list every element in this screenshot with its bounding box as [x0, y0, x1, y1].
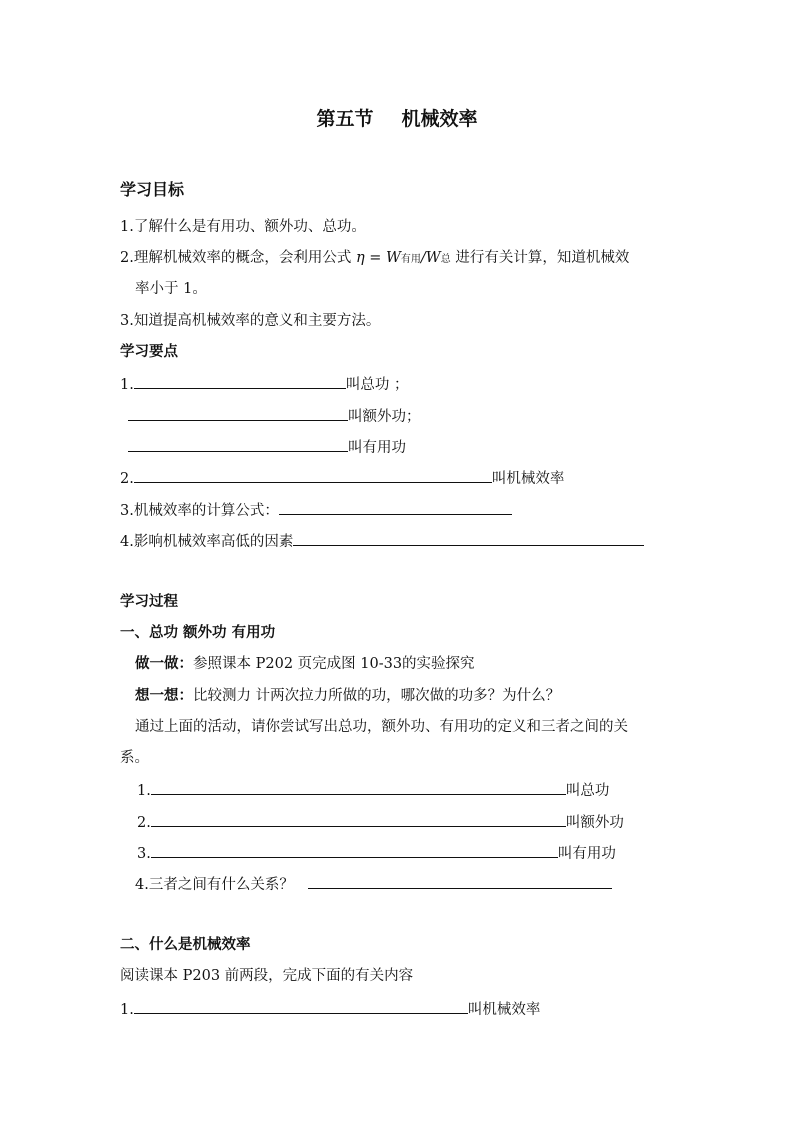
goal-item-2-cont: 率小于 1。 — [135, 281, 207, 297]
blank-field[interactable] — [134, 467, 492, 483]
question-2: 2. 叫额外功 — [137, 811, 624, 833]
blank-field[interactable] — [128, 436, 348, 452]
section-2-heading: 二、什么是机械效率 — [120, 937, 251, 953]
points-heading: 学习要点 — [120, 344, 178, 360]
blank-field[interactable] — [151, 779, 566, 795]
page-title — [0, 104, 794, 131]
goal-item-1: 1.了解什么是有用功、额外功、总功。 — [120, 219, 366, 235]
blank-field[interactable] — [293, 530, 644, 546]
question-3: 3. 叫有用功 — [137, 842, 616, 864]
reading-question-1: 1. 叫机械效率 — [120, 998, 540, 1020]
blank-field[interactable] — [134, 998, 468, 1014]
point-1b: 叫额外功； — [128, 405, 421, 427]
point-4: 4.影响机械效率高低的因素 — [120, 530, 644, 552]
efficiency-formula: η = W有用/W总 — [355, 250, 451, 266]
goal-item-2: 2.理解机械效率的概念，会利用公式 η = W有用/W总 进行有关计算，知道机械效 — [120, 250, 630, 266]
reading-instruction: 阅读课本 P203 前两段，完成下面的有关内容 — [120, 968, 414, 984]
think-activity: 想一想：比较测力 计两次拉力所做的功，哪次做的功多？为什么？ — [135, 688, 561, 704]
blank-field[interactable] — [279, 499, 512, 515]
blank-field[interactable] — [134, 373, 346, 389]
point-1c: 叫有用功 — [128, 436, 406, 458]
blank-field[interactable] — [151, 842, 558, 858]
point-2: 2. 叫机械效率 — [120, 467, 564, 489]
goal-item-3: 3.知道提高机械效率的意义和主要方法。 — [120, 313, 381, 329]
do-activity: 做一做：参照课本 P202 页完成图 10-33的实验探究 — [135, 656, 475, 672]
instruction-paragraph-cont: 系。 — [120, 750, 149, 766]
question-1: 1. 叫总功 — [137, 779, 609, 801]
goals-heading: 学习目标 — [120, 180, 185, 199]
question-4: 4.三者之间有什么关系？ — [135, 873, 612, 895]
process-heading: 学习过程 — [120, 594, 178, 610]
point-3: 3.机械效率的计算公式： — [120, 499, 512, 521]
title-section: 第五节 — [316, 108, 374, 130]
blank-field[interactable] — [308, 873, 612, 889]
instruction-paragraph: 通过上面的活动，请你尝试写出总功，额外功、有用功的定义和三者之间的关 — [135, 719, 628, 735]
title-topic: 机械效率 — [401, 108, 478, 130]
blank-field[interactable] — [128, 405, 348, 421]
point-1a: 1. 叫总功 ； — [120, 373, 408, 395]
blank-field[interactable] — [151, 811, 566, 827]
section-1-heading: 一、总功 额外功 有用功 — [120, 625, 276, 641]
